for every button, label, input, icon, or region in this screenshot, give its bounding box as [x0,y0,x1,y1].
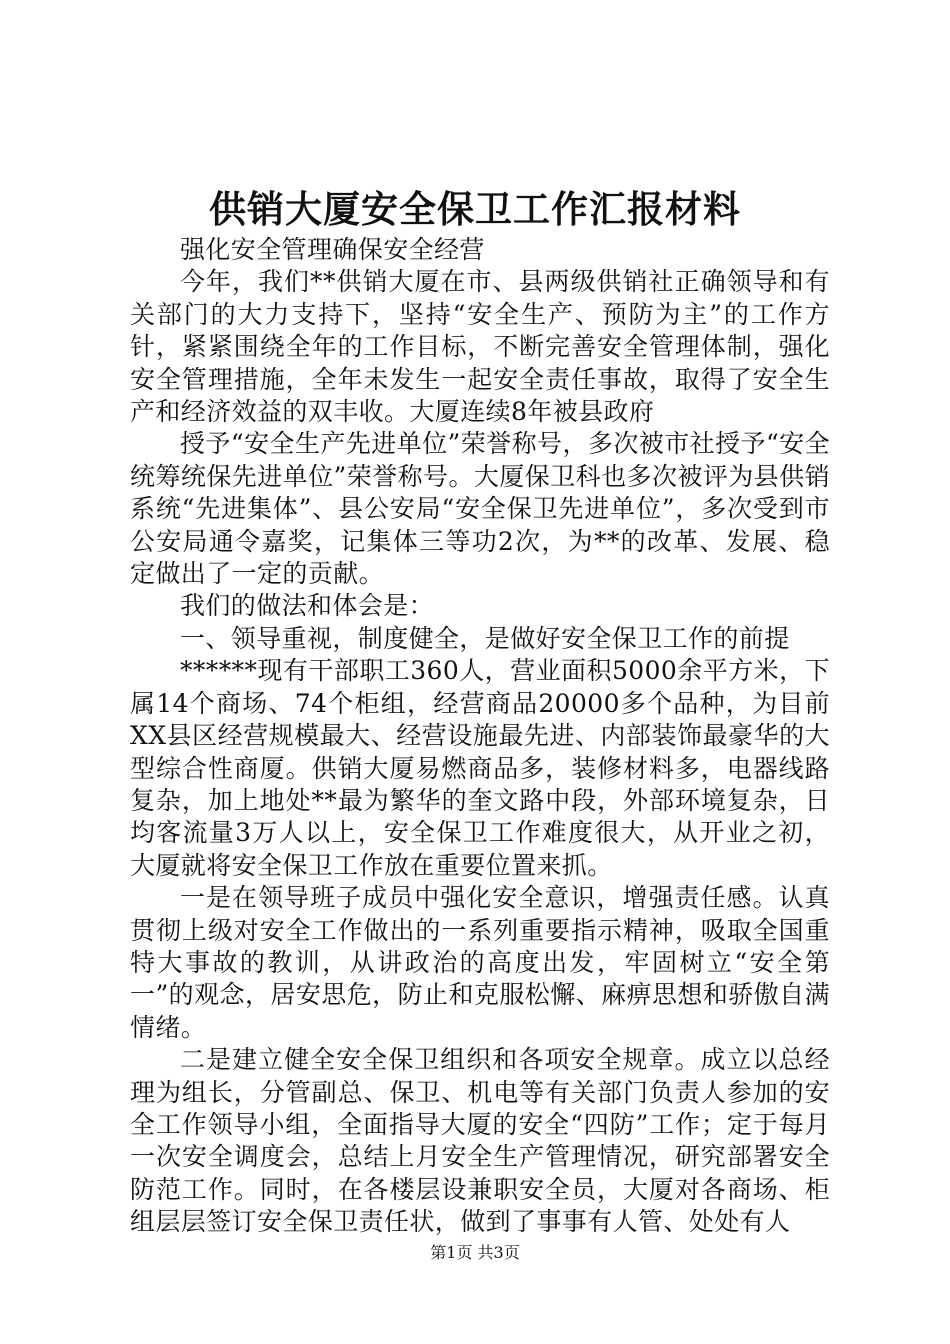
body-paragraph: 授予“安全生产先进单位”荣誉称号，多次被市社授予“安全统筹统保先进单位”荣誉称号。大厦保卫科也多次被评为县供销系统“先进集体”、县公安局“安全保卫先进单位”，多次受到市公安局通令嘉奖，记集体三等功2次，为**的改革、发展、稳定做出了一定的贡献。 [130,429,830,589]
body-paragraph: ******现有干部职工360人，营业面积5000余平方米，下属14个商场、74个柜组，经营商品20000多个品种，为目前XX县区经营规模最大、经营设施最先进、内部装饰最豪华的大型综合性商厦。供销大厦易燃商品多，装修材料多，电器线路复杂，加上地处**最为繁华的奎文路中段，外部环境复杂，日均客流量3万人以上，安全保卫工作难度很大，从开业之初，大厦就将安全保卫工作放在重要位置来抓。 [130,656,830,880]
document-body [130,234,830,1239]
body-paragraph: 一是在领导班子成员中强化安全意识，增强责任感。认真贯彻上级对安全工作做出的一系列重要指示精神，吸取全国重特大事故的教训，从讲政治的高度出发，牢固树立“安全第一”的观念，居安思危，防止和克服松懈、麻痹思想和骄傲自满情绪。 [130,883,830,1042]
page-number-footer: 第1页 共3页 [430,1243,520,1262]
body-paragraph: 我们的做法和体会是： [180,591,435,621]
body-paragraph: 二是建立健全安全保卫组织和各项安全规章。成立以总经理为组长，分管副总、保卫、机电等有关部门负责人参加的安全工作领导小组，全面指导大厦的安全“四防”工作；定于每月一次安全调度会，总结上月安全生产管理情况，研究部署安全防范工作。同时，在各楼层设兼职安全员，大厦对各商场、柜组层层签订安全保卫责任状，做到了事事有人管、处处有人 [130,1045,830,1237]
document-title: 供销大厦安全保卫工作汇报材料 [209,187,741,231]
section-heading: 一、领导重视，制度健全，是做好安全保卫工作的前提 [180,623,790,653]
body-paragraph: 强化安全管理确保安全经营 [180,235,485,264]
body-paragraph: 今年，我们**供销大厦在市、县两级供销社正确领导和有关部门的大力支持下，坚持“安全生产、预防为主”的工作方针，紧紧围绕全年的工作目标，不断完善安全管理体制，强化安全管理措施，全年未发生一起安全责任事故，取得了安全生产和经济效益的双丰收。大厦连续8年被县政府 [130,267,830,427]
